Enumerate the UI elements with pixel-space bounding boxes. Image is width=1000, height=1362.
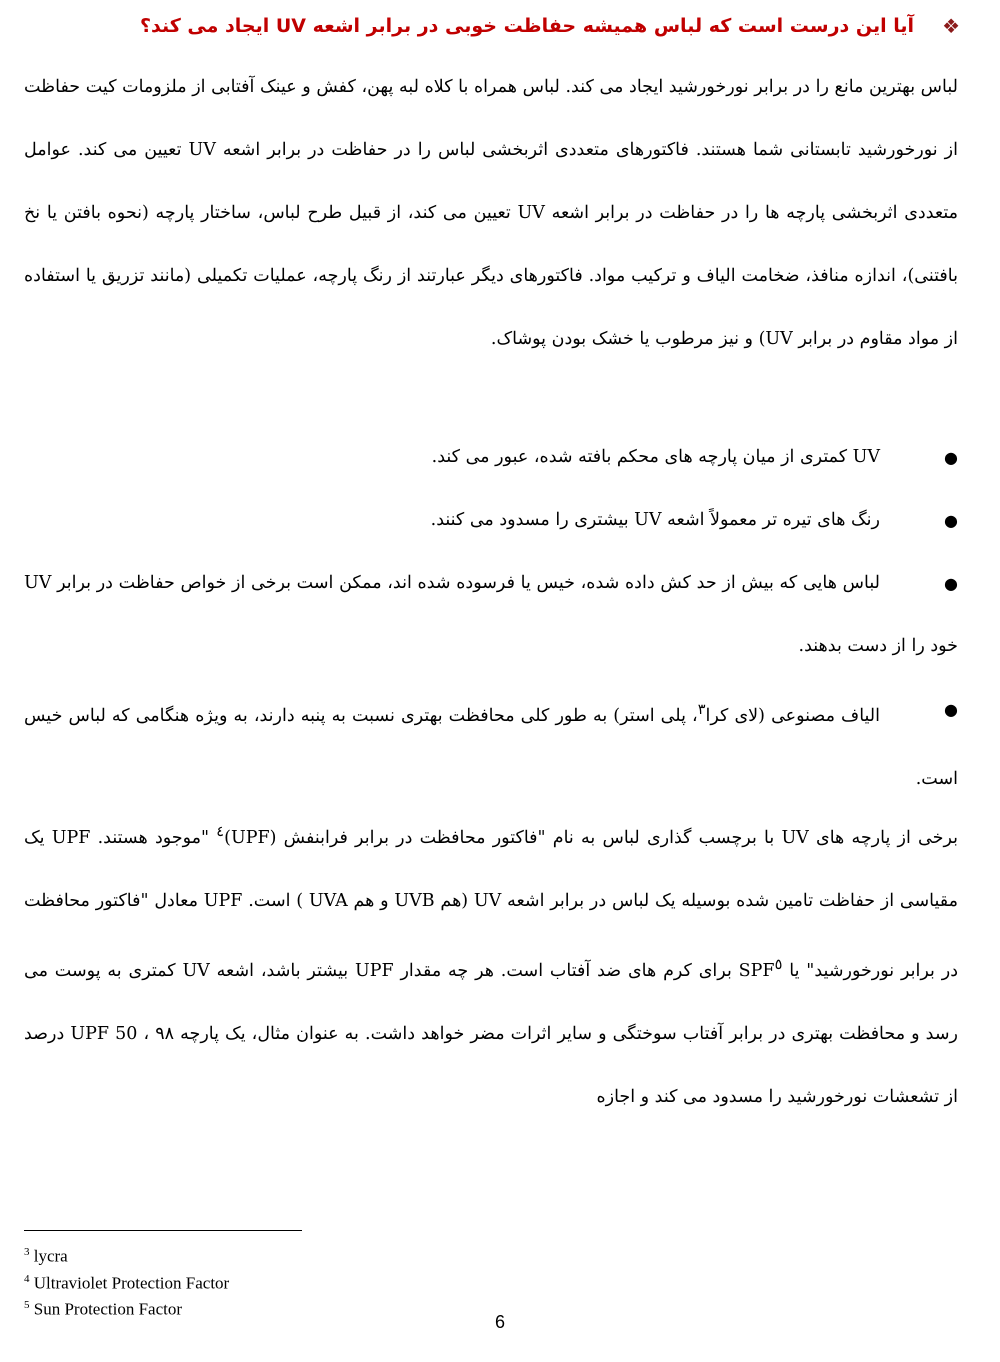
footnote-text: Sun Protection Factor (33, 1299, 183, 1319)
footnote-ref: ٥ (774, 955, 783, 973)
footnote-ref: ٤ (216, 823, 225, 840)
footnote-text: Ultraviolet Protection Factor (33, 1273, 230, 1293)
footnotes (24, 1241, 229, 1321)
bullet-text: UV کمتری از میان پارچه های محکم بافته شده، عبور می کند. (431, 447, 880, 467)
bullet-text: ، پلی استر) به طور کلی محافظت بهتری نسبت به پنبه دارند، به ویژه هنگامی که لباس خیس است. (24, 705, 958, 789)
list-item (24, 552, 958, 678)
footnote-number: 3 (24, 1246, 30, 1258)
diamond-bullet-icon: ❖ (942, 14, 960, 38)
footnote-divider (24, 1230, 302, 1231)
footnote (24, 1241, 229, 1268)
bullet-dot-icon: ● (944, 700, 958, 719)
list-item (24, 426, 958, 489)
bullet-text: لباس هایی که بیش از حد کش داده شده، خیس یا فرسوده شده اند، ممکن است برخی از خواص حفاظت در برابر UV خود را از دست بدهند. (24, 573, 958, 656)
intro-paragraph: لباس بهترین مانع را در برابر نورخورشید ایجاد می کند. لباس همراه با کلاه لبه پهن، کفش و عینک آفتابی از ملزومات کیت حفاظت از نورخورشید تابستانی شما هستند. فاکتورهای متعددی اثربخشی لباس را در حفاظت در برابر اشعه UV تعیین می کند. عوامل متعددی اثربخشی پارچه ها را در حفاظت در برابر اشعه UV تعیین می کند، از قبیل طرح لباس، ساختار پارچه (نحوه بافتن یا نخ بافتنی)، اندازه منافذ، ضخامت الیاف و ترکیب مواد. فاکتورهای دیگر عبارتند از رنگ پارچه، عملیات تکمیلی (مانند تزریق یا استفاده از مواد مقاوم در برابر UV) و نیز مرطوب یا خشک بودن پوشاک. (24, 77, 958, 349)
upf-paragraph (24, 800, 958, 1129)
paragraph-text: برای کرم های ضد آفتاب است. هر چه مقدار UPF بیشتر باشد، اشعه UV کمتری به پوست می رسد و محافظت بهتری در برابر آفتاب سوختگی و سایر اثرات مضر خواهد داشت. به عنوان مثال، یک پارچه UPF 50 ، ۹۸ درصد از تشعشات نورخورشید را مسدود می کند و اجازه (24, 960, 958, 1107)
paragraph-text: برخی از پارچه های UV با برچسب گذاری لباس به نام "فاکتور محافظت در برابر فرابنفش (UPF) (224, 827, 958, 848)
footnote-number: 4 (24, 1272, 30, 1285)
footnote-number: 5 (24, 1299, 30, 1312)
footnote (24, 1268, 229, 1295)
bullet-dot-icon: ● (944, 574, 958, 593)
bullet-text: رنگ های تیره تر معمولاً اشعه UV بیشتری را مسدود می کنند. (430, 510, 880, 530)
page-number: 6 (494, 1312, 505, 1332)
bullet-list (24, 426, 958, 811)
footnote-text: lycra (33, 1246, 68, 1266)
bullet-dot-icon: ● (944, 511, 958, 530)
bullet-dot-icon: ● (944, 448, 958, 467)
list-item (24, 489, 958, 552)
bullet-text: الیاف مصنوعی (لای کرا (705, 705, 880, 726)
list-item (24, 678, 958, 811)
section-heading (60, 6, 960, 46)
paragraph-text: "موجود هستند. UPF یک مقیاسی از حفاظت تامین شده بوسیله یک لباس در برابر اشعه UV (هم UVB و هم UVA ) است. UPF معادل "فاکتور محافظت در برابر نورخورشید" یا SPF (24, 827, 959, 981)
footnote-ref: ۳ (697, 701, 706, 718)
heading-title: آیا این درست است که لباس همیشه حفاظت خوبی در برابر اشعه UV ایجاد می کند؟ (139, 15, 915, 37)
